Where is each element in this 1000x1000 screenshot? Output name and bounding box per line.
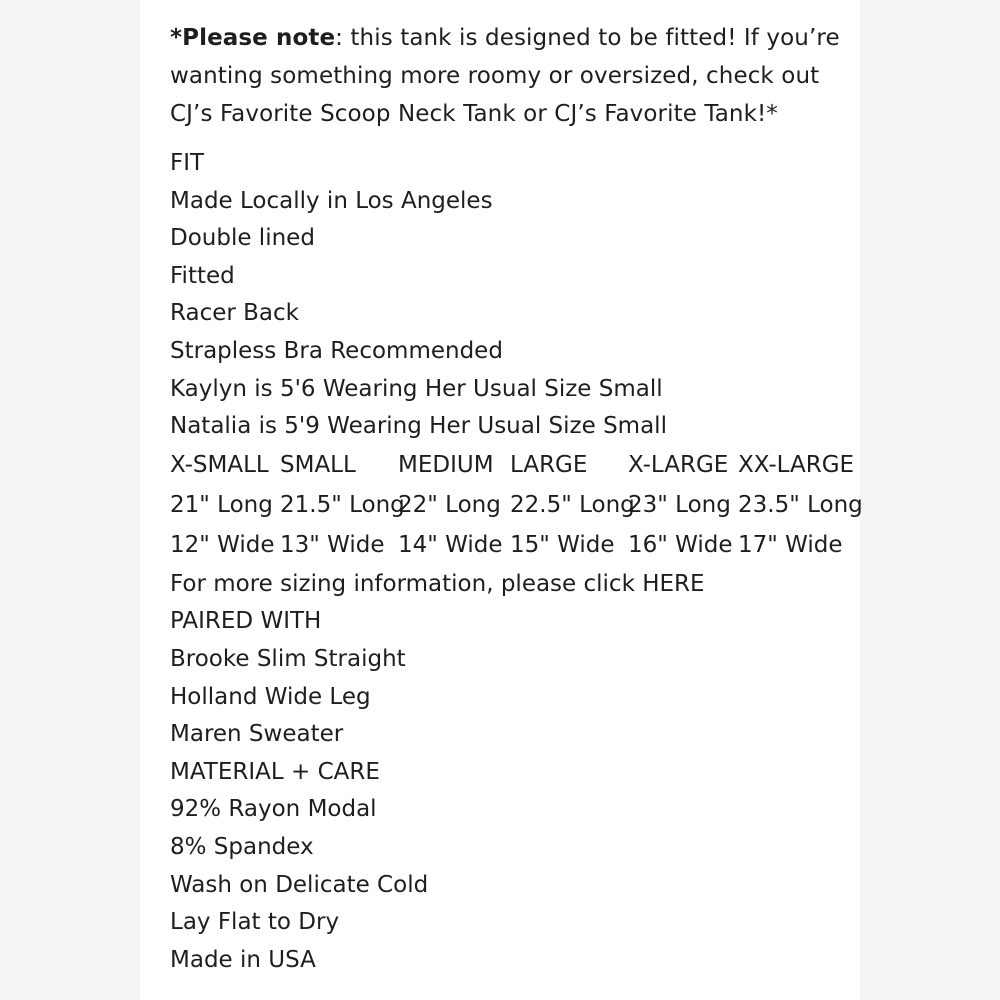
- product-description-panel: [140, 0, 863, 1000]
- size-length-cell: 21" Long: [170, 491, 273, 518]
- size-width-cell: 16" Wide: [628, 532, 733, 559]
- size-length-cell: 22" Long: [398, 491, 501, 518]
- size-length-cell: 22.5" Long: [510, 491, 635, 518]
- size-length-row: [170, 485, 863, 526]
- fit-item: Made Locally in Los Angeles: [170, 187, 493, 214]
- size-header: MEDIUM: [398, 451, 494, 478]
- size-width-cell: 15" Wide: [510, 532, 615, 559]
- origin-item: Made in USA: [170, 946, 316, 973]
- size-width-row: [170, 525, 860, 566]
- fit-item: Double lined: [170, 225, 315, 252]
- fit-heading: FIT: [170, 150, 205, 176]
- description-content: [170, 19, 863, 979]
- paired-item: Holland Wide Leg: [170, 683, 371, 710]
- size-width-cell: 12" Wide: [170, 532, 275, 559]
- size-width-cell: 14" Wide: [398, 532, 503, 559]
- size-length-cell: 23" Long: [628, 491, 731, 518]
- size-length-cell: 21.5" Long: [280, 491, 405, 518]
- paired-heading: PAIRED WITH: [170, 608, 322, 635]
- size-header: X-LARGE: [628, 451, 729, 478]
- size-width-cell: 17" Wide: [738, 532, 843, 559]
- fit-item: Fitted: [170, 262, 235, 289]
- size-header: LARGE: [510, 451, 588, 478]
- size-width-cell: 13" Wide: [280, 532, 385, 559]
- fit-note-text: : this tank is designed to be fitted! If you’re wanting something more roomy or oversized, check out CJ’s Favorite Scoop Neck Tank or CJ’s Favorite Tank!*: [170, 25, 840, 127]
- size-length-cell: 23.5" Long: [738, 491, 863, 518]
- fit-note-lead: *Please note: [170, 25, 336, 51]
- care-item: Lay Flat to Dry: [170, 909, 340, 936]
- fit-item: Natalia is 5'9 Wearing Her Usual Size Small: [170, 413, 667, 440]
- fit-item: Strapless Bra Recommended: [170, 337, 503, 364]
- size-header: X-SMALL: [170, 451, 269, 478]
- fit-note: [170, 19, 860, 133]
- size-header-row: [170, 446, 860, 485]
- fit-item: Kaylyn is 5'6 Wearing Her Usual Size Small: [170, 375, 663, 402]
- care-item: Wash on Delicate Cold: [170, 871, 429, 898]
- material-item: 92% Rayon Modal: [170, 796, 377, 823]
- sizing-info-link[interactable]: For more sizing information, please click HERE: [170, 570, 705, 597]
- size-header: XX-LARGE: [738, 451, 855, 478]
- paired-item: Maren Sweater: [170, 721, 344, 748]
- paired-item: Brooke Slim Straight: [170, 645, 406, 672]
- size-header: SMALL: [280, 451, 356, 478]
- material-item: 8% Spandex: [170, 833, 314, 860]
- material-heading: MATERIAL + CARE: [170, 758, 380, 785]
- fit-item: Racer Back: [170, 300, 299, 327]
